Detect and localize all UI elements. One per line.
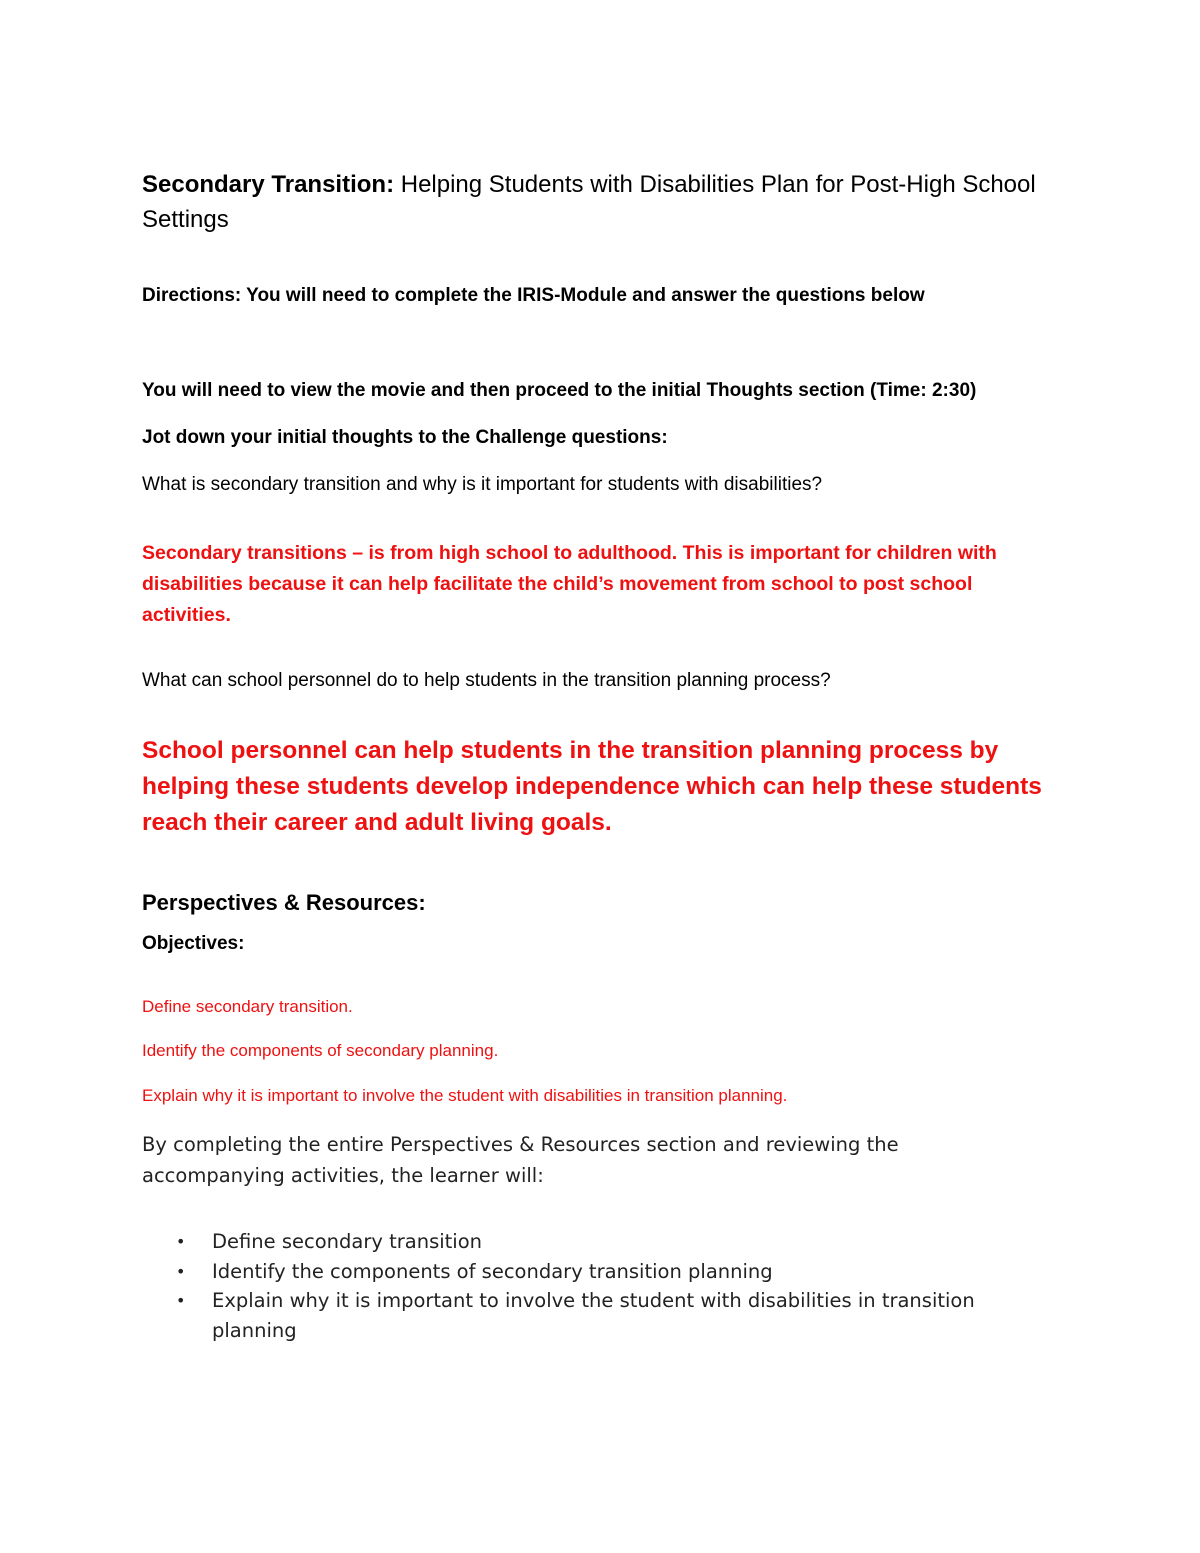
objective-item: Identify the components of secondary planning. (142, 1041, 499, 1060)
directions-text: Directions: You will need to complete the IRIS-Module and answer the questions below (142, 285, 925, 306)
question-1: What is secondary transition and why is it important for students with disabilities? (142, 474, 823, 495)
list-item-text: Explain why it is important to involve the student with disabilities in transition planning (212, 1289, 975, 1342)
list-item (176, 1227, 1056, 1257)
objective-item: Define secondary transition. (142, 997, 353, 1016)
bullet-icon: • (176, 1261, 186, 1281)
document-title (142, 167, 1072, 237)
list-item-text: Identify the components of secondary transition planning (212, 1259, 773, 1283)
bullet-icon: • (176, 1232, 186, 1251)
document-title-bold: Secondary Transition: (142, 171, 395, 198)
objectives-heading: Objectives: (142, 933, 245, 954)
bullet-icon: • (176, 1291, 186, 1310)
list-item-text: Define secondary transition (212, 1230, 483, 1253)
question-2: What can school personnel do to help students in the transition planning process? (142, 670, 831, 691)
objective-item: Explain why it is important to involve the student with disabilities in transition planning. (142, 1086, 788, 1105)
answer-1: Secondary transitions – is from high school to adulthood. This is important for children with disabilities because it can help facilitate the child’s movement from school to post school activities. (142, 542, 997, 626)
section-heading: Perspectives & Resources: (142, 890, 426, 915)
learner-outcomes-list (176, 1227, 1056, 1345)
intro-paragraph: By completing the entire Perspectives & Resources section and reviewing the accompanying activities, the learner will: (142, 1133, 899, 1187)
list-item (176, 1257, 1056, 1287)
movie-instruction: You will need to view the movie and then proceed to the initial Thoughts section (Time: 2:30) (142, 380, 977, 401)
answer-2: School personnel can help students in the transition planning process by helping these students develop independence which can help these students reach their career and adult living goals. (142, 737, 1042, 836)
list-item (176, 1286, 1056, 1345)
document-title-rest: Helping Students with Disabilities Plan for Post-High School Settings (142, 171, 1036, 233)
jot-instruction: Jot down your initial thoughts to the Challenge questions: (142, 427, 668, 448)
